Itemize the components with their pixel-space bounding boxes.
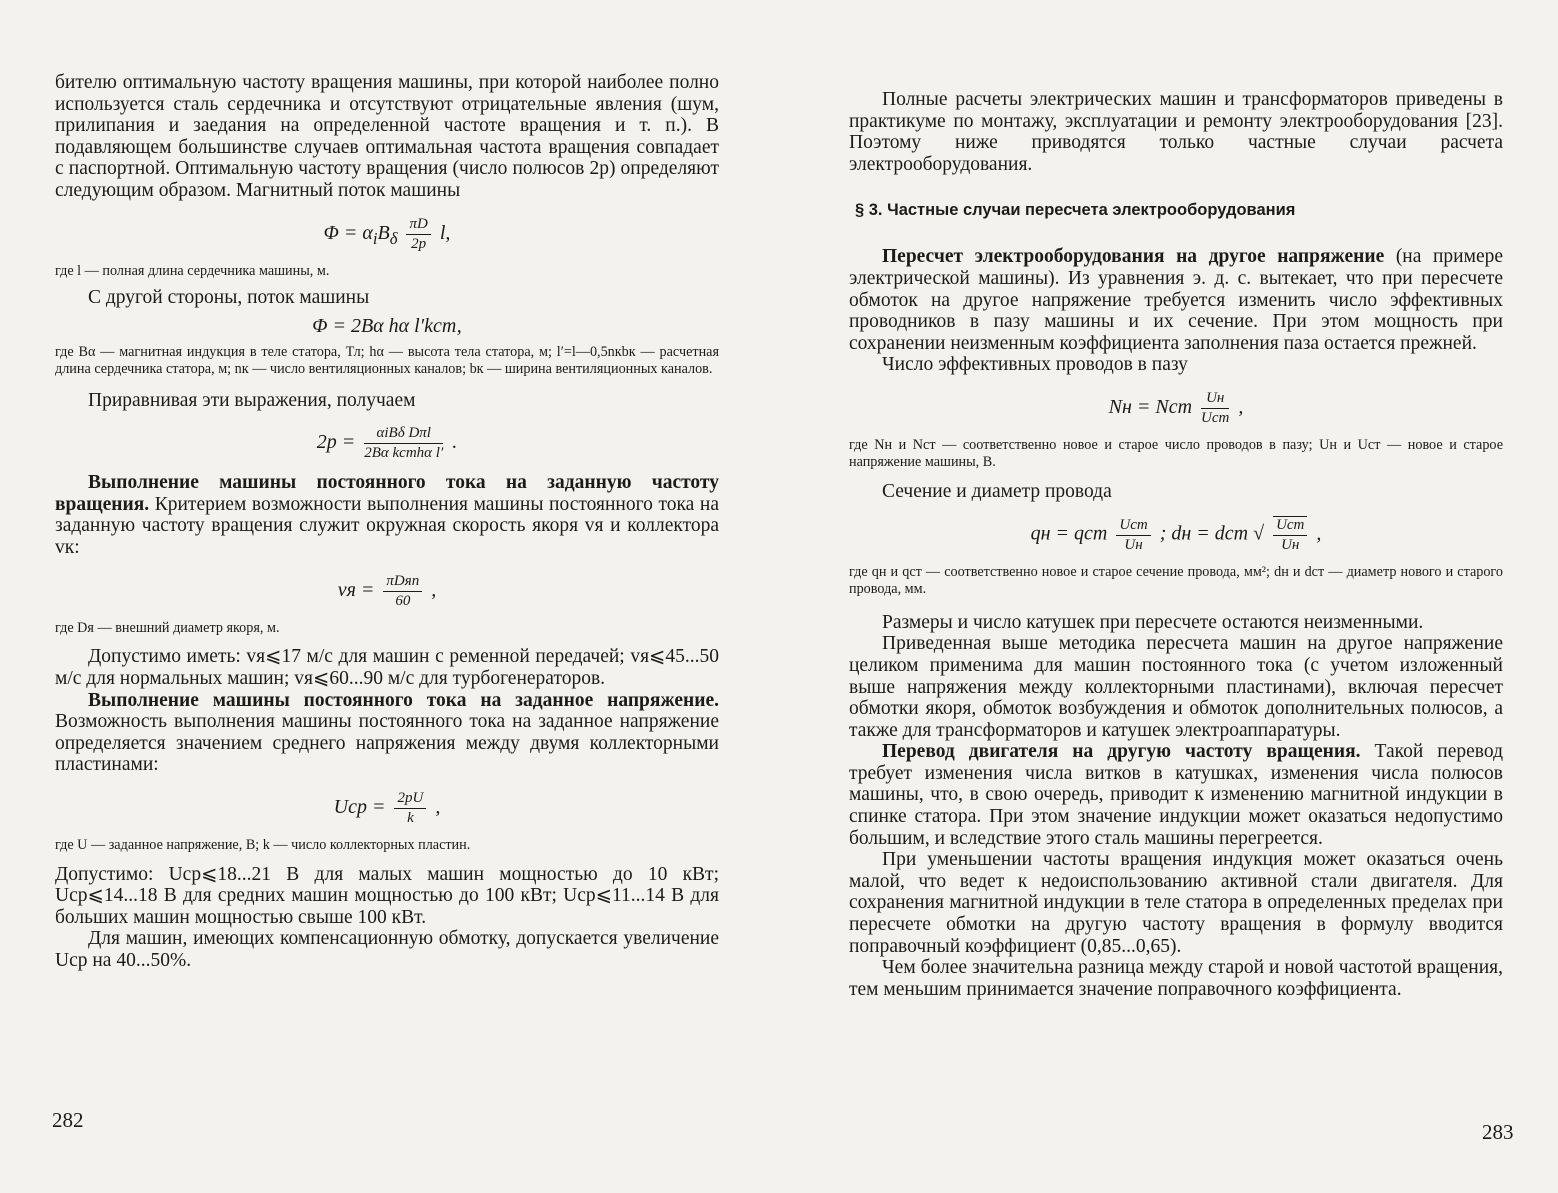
note: где Nн и Nст — соответственно новое и старое число проводов в пазу; Uн и Uст — новое и старое напряжение машины, В. (849, 436, 1503, 470)
paragraph: Допустимо иметь: vя⩽17 м/с для машин с ременной передачей; vя⩽45...50 м/с для нормальных машин; vя⩽60...90 м/с для турбогенераторов. (55, 646, 719, 689)
paragraph: Выполнение машины постоянного тока на заданную частоту вращения. Критерием возможности выполнения машины постоянного тока на заданную частоту вращения служит окружная скорость якоря vя и коллектора vк: (55, 472, 719, 558)
paragraph: Размеры и число катушек при пересчете остаются неизменными. (882, 611, 1424, 633)
fraction: Uн Uст (1201, 389, 1230, 426)
formula-voltage: Uср = $\frac{2pU}{k}$ , (333, 789, 441, 826)
page-number: 283 (1482, 1120, 1514, 1144)
formula-flux-1: $\Phi = \alpha_iB_\delta$ $\frac{\pi D}{2p}$ l, (323, 215, 451, 252)
paragraph: Приравнивая эти выражения, получаем (88, 389, 416, 411)
paragraph: При уменьшении частоты вращения индукция может оказаться очень малой, что ведет к недоиспользованию активной стали двигателя. Для сохранения магнитной индукции в теле статора в определенных пределах при пересчете обмотки на другую частоту вращения в формулу вводится поправочный коэффициент (0,85...0,65). (849, 849, 1503, 957)
section-heading: § 3. Частные случаи пересчета электрооборудования (855, 201, 1296, 220)
formula-section-diameter: qн = qст Uст Uн ; dн = dст √ Uст Uн , (1030, 516, 1322, 554)
fraction: $\frac{\pi D}{2p}$ (406, 216, 430, 253)
paragraph: С другой стороны, поток машины (88, 287, 370, 309)
note: где Bα — магнитная индукция в теле статора, Тл; hα — высота тела статора, м; l′=l—0,5nкbк — расчетная длина сердечника статора, м; nк — число вентиляционных каналов; bк — ширина вентиляционных каналов. (55, 343, 719, 377)
formula-poles: 2p = αiBδ Dπl 2Bα kстhα l′ . (316, 425, 458, 462)
left-column (55, 72, 719, 972)
paragraph: Полные расчеты электрических машин и трансформаторов приведены в практикуме по монтажу, эксплуатации и ремонту электрооборудования [23]. Поэтому ниже приводятся только частные случаи расчета электрооборудования. (849, 89, 1503, 175)
fraction: αiBδ Dπl 2Bα kстhα l′ (364, 425, 444, 462)
right-column (849, 89, 1503, 1000)
fraction: πDяn 60 (383, 573, 422, 610)
paragraph: Сечение и диаметр провода (882, 480, 1112, 502)
formula-conductors: Nн = Nст Uн Uст , (1108, 389, 1244, 426)
fraction: Uст Uн (1273, 516, 1307, 554)
paragraph: Число эффективных проводов в пазу (882, 354, 1188, 376)
fraction: Uст Uн (1116, 517, 1150, 554)
paragraph: Перевод двигателя на другую частоту вращения. Такой перевод требует изменения числа витков в катушках, изменения числа полюсов машины, что, в свою очередь, приводит к изменению магнитной индукции в спинке статора. При этом значение индукции может оказаться недопустимо большим, и вследствие этого сталь машины перегреется. (849, 741, 1503, 849)
right-page (779, 0, 1558, 1193)
paragraph: бителю оптимальную частоту вращения машины, при которой наиболее полно используется сталь сердечника и отсутствуют отрицательные явления (шум, прилипания и заедания на определенной частоте вращения и т. п.). В подавляющем большинстве случаев оптимальная частота вращения совпадает с паспортной. Оптимальную частоту вращения (число полюсов 2p) определяют следующим образом. Магнитный поток машины (55, 72, 719, 201)
paragraph: Пересчет электрооборудования на другое напряжение (на примере электрической машины). Из уравнения э. д. с. вытекает, что при пересчете обмоток на другое напряжение требуется изменить число эффективных проводников в пазу машины и их сечение. При этом мощность при сохранении неизменным коэффициента заполнения паза остается прежней. (849, 246, 1504, 354)
page-number: 282 (52, 1108, 84, 1132)
note: где qн и qст — соответственно новое и старое сечение провода, мм²; dн и dст — диаметр нового и старого провода, мм. (849, 564, 1503, 597)
paragraph: Чем более значительна разница между старой и новой частотой вращения, тем меньшим принимается значение поправочного коэффициента. (849, 957, 1503, 1000)
formula-speed: vя = πDяn 60 , (337, 572, 437, 609)
note: где l — полная длина сердечника машины, м. (55, 262, 330, 279)
fraction: $\frac{2pU}{k}$ (394, 790, 426, 827)
formula-flux-2: Φ = 2Bα hα l′kст, (312, 314, 462, 337)
paragraph: Допустимо: Uср⩽18...21 В для малых машин мощностью до 10 кВт; Uср⩽14...18 В для средних машин мощностью до 100 кВт; Uср⩽11...14 В для больших машин мощностью свыше 100 кВт. (55, 863, 719, 928)
note: где U — заданное напряжение, В; k — число коллекторных пластин. (55, 836, 471, 853)
note: где Dя — внешний диаметр якоря, м. (55, 619, 280, 636)
paragraph: Приведенная выше методика пересчета машин на другое напряжение целиком применима для машин постоянного тока (с учетом изложенный выше напряжения между коллекторными пластинами), включая пересчет обмотки якоря, обмоток возбуждения и обмоток дополнительных полюсов, а также для трансформаторов и катушек электроаппаратуры. (849, 633, 1503, 741)
paragraph: Выполнение машины постоянного тока на заданное напряжение. Возможность выполнения машины постоянного тока на заданное напряжение определяется значением среднего напряжения между двумя коллекторными пластинами: (55, 689, 719, 776)
paragraph: Для машин, имеющих компенсационную обмотку, допускается увеличение Uср на 40...50%. (55, 928, 719, 972)
